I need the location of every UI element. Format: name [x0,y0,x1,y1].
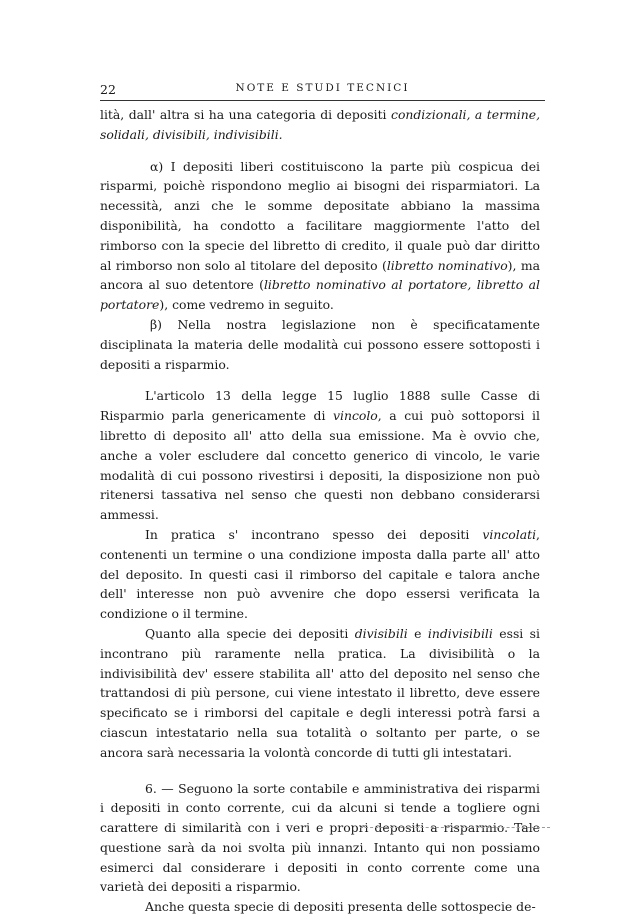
paragraph-in-pratica: In pratica s' incontrano spesso dei depositi vincolati, contenenti un termine o una condizione imposta dalla parte all' atto del deposito. In questi casi il rimborso del capitale e talora anche dell' interesse non può avvenire che dopo essersi verificata la condizione o il termine. [100,526,540,622]
running-title: NOTE E STUDI TECNICI [235,82,410,94]
paragraph-sottospecie: Anche questa specie di depositi presenta delle sottospecie de- [145,899,536,915]
paragraph-articolo-13: L'articolo 13 della legge 15 luglio 1888 sulle Casse di Risparmio parla genericamente di vincolo, a cui può sottoporsi il libretto di deposito all' atto della sua emissione. Ma è ovvio che, anche a voler escludere dal concetto generico di vincolo, le varie modalità di cui possono rivestirsi i depositi, la disposizione non può ritenersi tassativa nel senso che questi non debbano considerarsi ammessi. [100,388,540,523]
paragraph-divisibili: Quanto alla specie dei depositi divisibili e indivisibili essi si incontrano più raramente nella pratica. La divisibilità o la indivisibilità dev' essere stabilita all' atto del deposito nel senso che trattandosi di più persone, cui viene intestato il libretto, deve essere specificato se i rimborsi del capitale e degli interessi potrà farsi a ciascun intestatario nella sua totalità o soltanto per parte, o se ancora sarà necessaria la volontà concorde di tutti gli intestatari. [100,625,541,760]
header-rule [100,100,545,101]
paragraph-legislazione: β) Nella nostra legislazione non è specificatamente disciplinata la materia delle modalità cui possono essere sottoposti i depositi a risparmio. [100,316,540,372]
paragraph-section-6: 6. — Seguono la sorte contabile e amministrativa dei risparmi i depositi in conto corrente, cui da alcuni si tende a togliere ogni carattere di similarità con i veri e propri depositi a risparmio. Tale questione sarà da noi svolta più innanzi. Intanto qui non possiamo esimerci dal considerare i depositi in conto corrente come una varietà dei depositi a risparmio. [100,780,540,895]
paragraph-continuation: lità, dall' altra si ha una categoria di depositi condizionali, a termine, solidali, divisibili, indivisibili. [100,107,541,142]
scan-dashed-line [360,827,550,828]
body-text [100,105,540,917]
paragraph-depositi-liberi: α) I depositi liberi costituiscono la parte più cospicua dei risparmi, poichè rispondono meglio ai bisogni dei risparmiatori. La necessità, anzi che le somme depositate abbiano la massima disponibilità, ha condotto a facilitare maggiormente l'atto del rimborso con la specie del libretto di credito, il quale può dar diritto al rimborso non solo al titolare del deposito (libretto nominativo), ma ancora al suo detentore (libretto nominativo al portatore, libretto al portatore), come vedremo in seguito. [100,158,540,313]
page-number: 22 [100,82,116,97]
page-header [100,82,545,102]
